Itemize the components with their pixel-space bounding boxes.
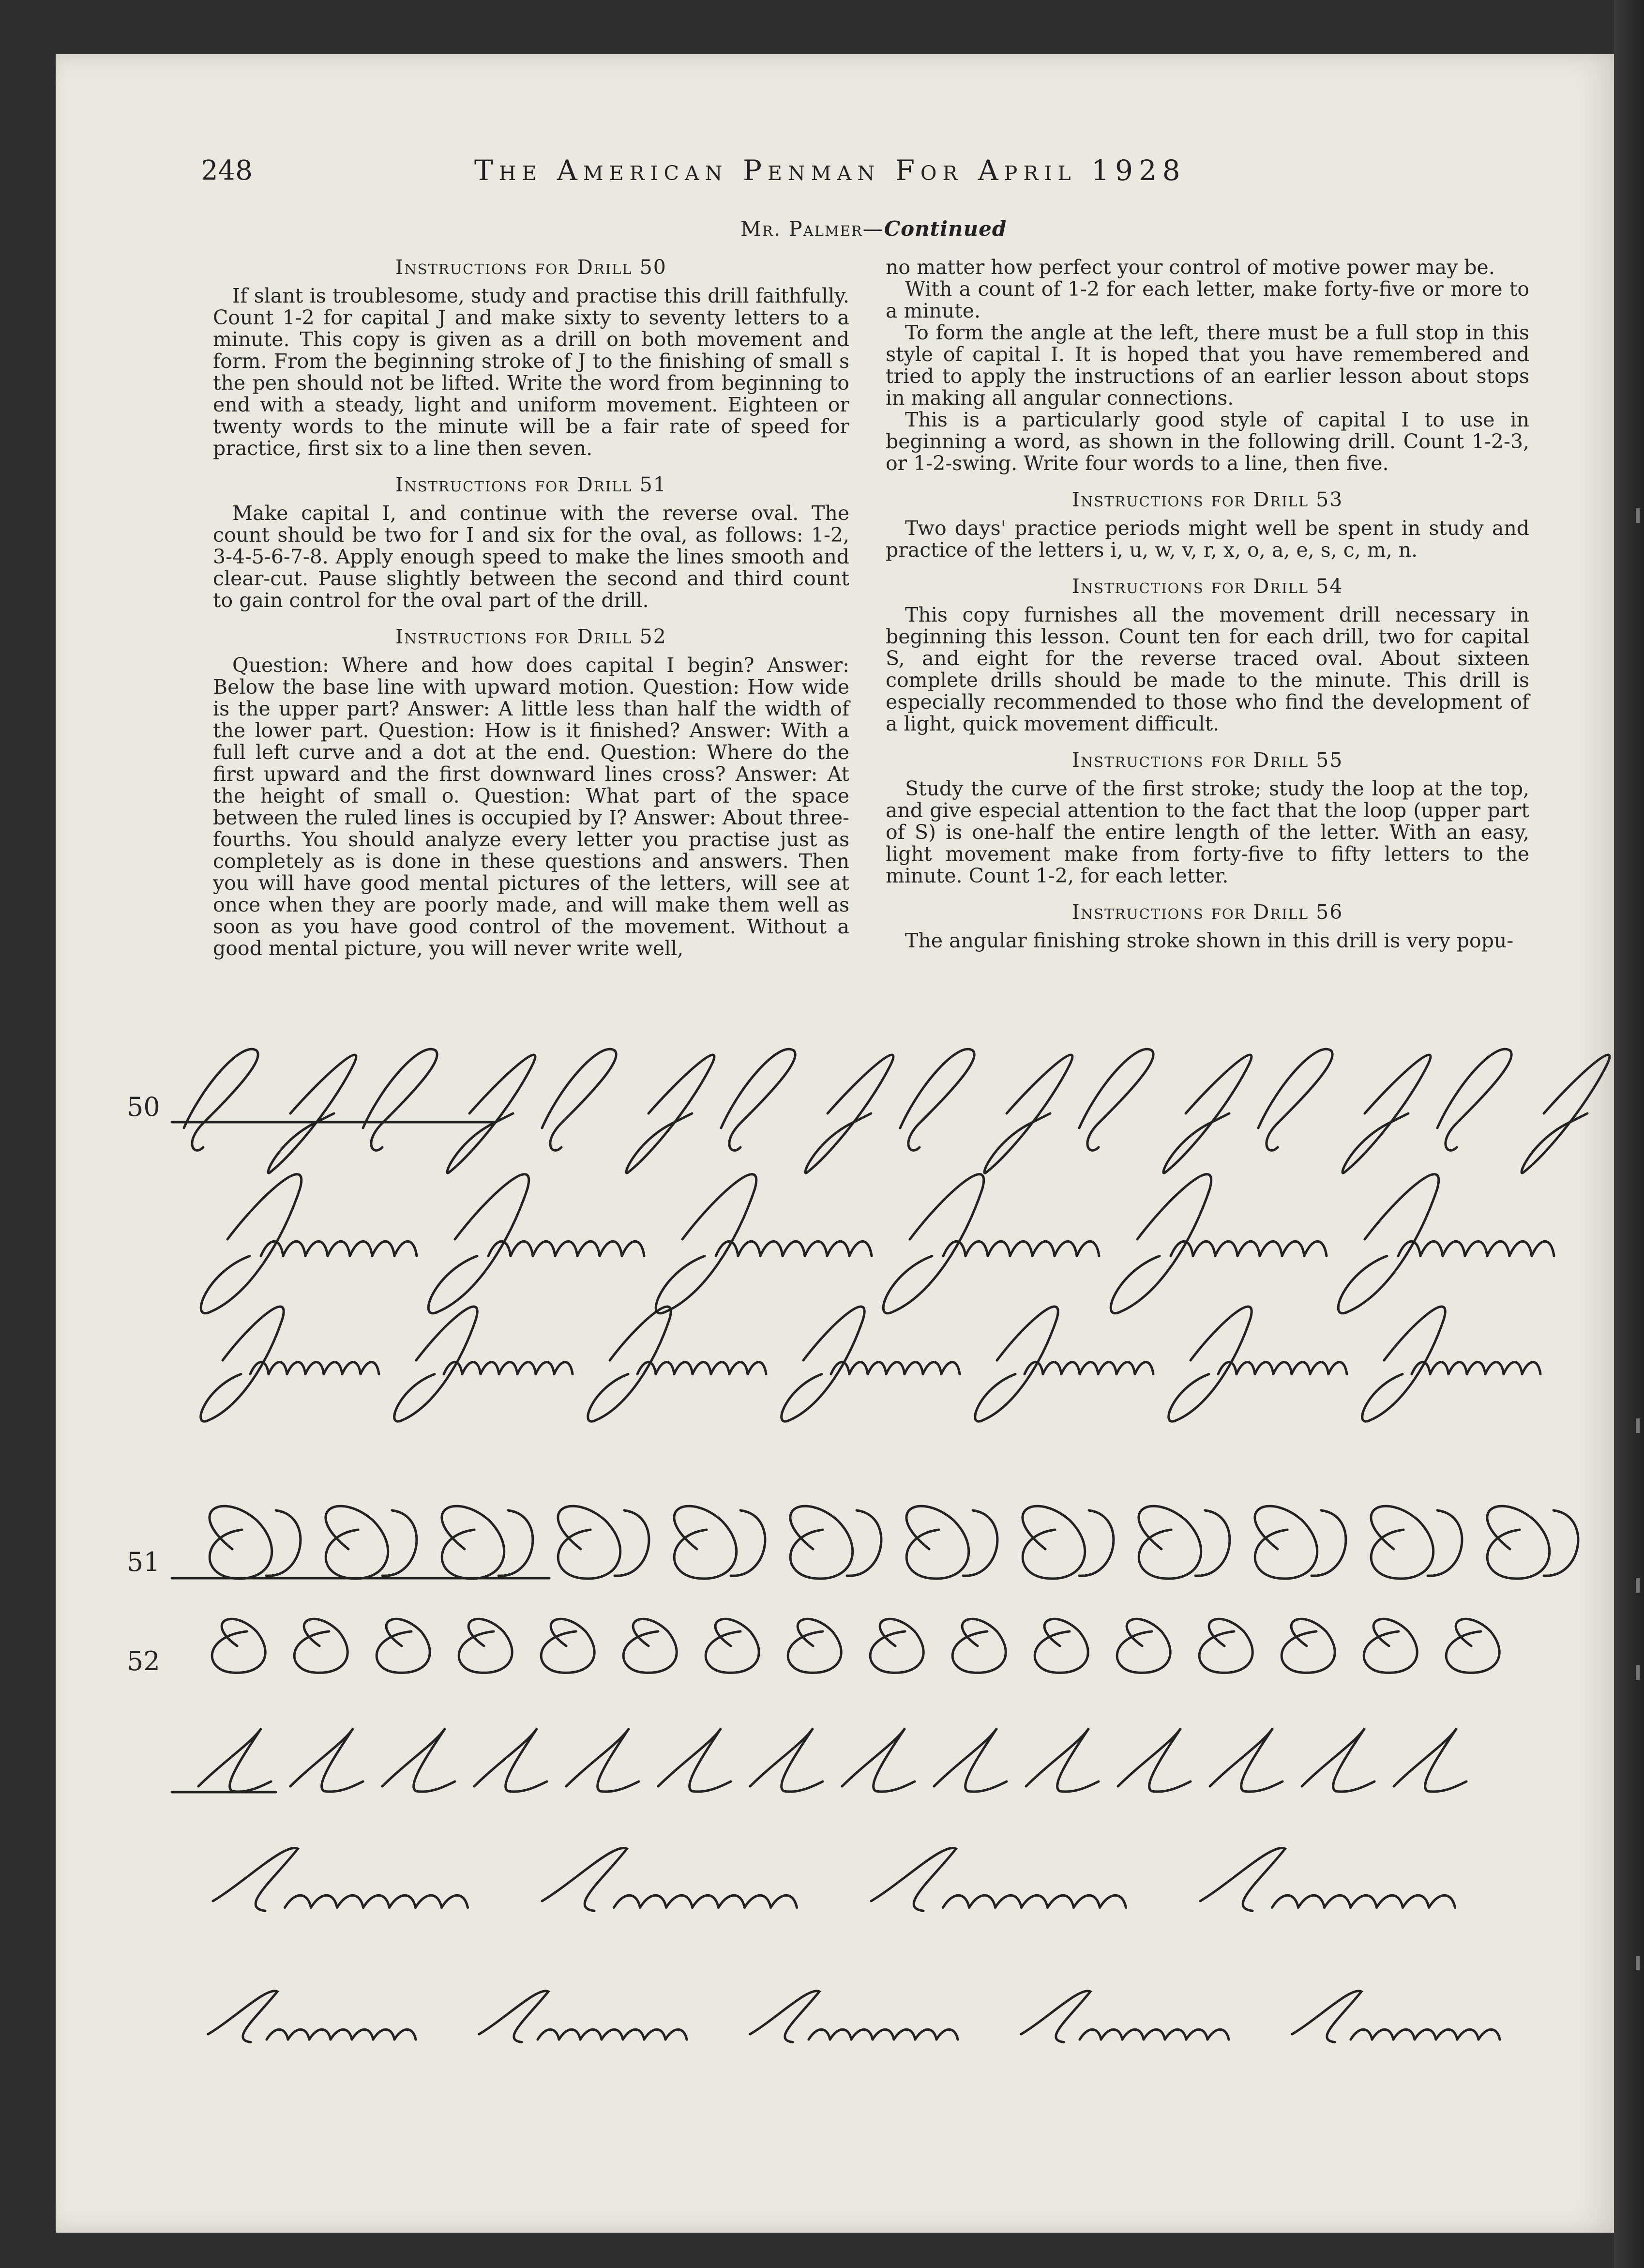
script-letter-stroke (965, 1241, 988, 1256)
script-letter-stroke (805, 1241, 827, 1256)
script-letter-stroke (905, 1362, 923, 1374)
script-letter-stroke (1255, 1362, 1273, 1374)
script-letter-stroke (287, 1362, 305, 1374)
script-letter-stroke (1325, 1895, 1351, 1907)
script-letter-stroke (324, 1362, 342, 1374)
script-reverse-oval-stroke (870, 1619, 923, 1673)
script-letter-stroke (331, 2029, 352, 2040)
drill-56-heading: Instructions for Drill 56 (1071, 900, 1343, 924)
script-letter-stroke (481, 1362, 499, 1374)
script-capital-i-stroke (566, 1728, 639, 1792)
script-capital-j-stroke (428, 1174, 529, 1313)
script-letter-stroke (644, 2029, 665, 2040)
script-letter-stroke (1448, 1362, 1467, 1374)
script-letter-stroke (555, 1241, 577, 1256)
script-letter-stroke (1077, 1241, 1099, 1256)
script-capital-j-stroke (656, 1174, 756, 1313)
script-letter-stroke (1048, 1895, 1074, 1907)
script-letter-stroke (288, 2029, 309, 2040)
script-letter-stroke (337, 1895, 363, 1907)
script-capital-i-stroke (1210, 1728, 1282, 1792)
script-letter-stroke (1101, 2029, 1122, 2040)
script-letter-stroke (711, 1362, 729, 1374)
script-letter-stroke (1100, 1895, 1126, 1907)
script-letter-stroke (1207, 2029, 1229, 2040)
drill-51-heading: Instructions for Drill 51 (395, 473, 667, 496)
script-reverse-oval-stroke (212, 1619, 265, 1673)
script-letter-stroke (868, 1362, 886, 1374)
script-letter-stroke (936, 2029, 958, 2040)
script-letter-stroke (1430, 1362, 1448, 1374)
script-letter-stroke (559, 2029, 580, 2040)
script-letter-stroke (511, 1241, 533, 1256)
script-letter-stroke (311, 1895, 337, 1907)
script-letter-stroke (372, 1241, 394, 1256)
script-letter-stroke (1351, 1895, 1377, 1907)
script-letter-stroke (830, 2029, 851, 2040)
script-letter-stroke (1122, 2029, 1144, 2040)
script-letter-stroke (656, 1362, 674, 1374)
script-letter-stroke (1351, 2029, 1372, 2040)
script-capital-i-stroke (1026, 1728, 1099, 1792)
drill-55-text: Study the curve of the first stroke; study the loop at the top, and give especial attention to the fact that the loop (upper part of S) is one-half the entire length of the letter. With an easy, light movement make from forty-five to fifty letters to the minute. Count 1-2, for each letter. (886, 777, 1529, 887)
script-oval-stroke (900, 1049, 974, 1150)
script-letter-stroke (1292, 1362, 1310, 1374)
script-reverse-oval-stroke (1139, 1506, 1201, 1579)
script-letter-stroke (622, 1241, 644, 1256)
script-letter-stroke (1237, 1362, 1255, 1374)
script-letter-stroke (849, 1362, 868, 1374)
script-oval-stroke (721, 1049, 795, 1150)
script-letter-stroke (361, 1362, 379, 1374)
script-letter-stroke (305, 1241, 328, 1256)
drill-56-text: The angular finishing stroke shown in this drill is very popu- (905, 929, 1514, 952)
script-letter-stroke (373, 2029, 394, 2040)
script-letter-stroke (623, 2029, 644, 2040)
drill-53-text: Two days' practice periods might well be spent in study and practice of the letters i, u, w, v, r, x, o, a, e, s, c, m, n. (886, 517, 1529, 562)
script-letter-stroke (1080, 2029, 1101, 2040)
script-letter-stroke (1043, 1362, 1061, 1374)
script-letter-stroke (1022, 1895, 1048, 1907)
script-reverse-oval-stroke (1117, 1619, 1170, 1673)
script-letter-stroke (894, 2029, 915, 2040)
script-reverse-oval-stroke (790, 1506, 853, 1579)
script-letter-stroke (943, 1895, 969, 1907)
script-letter-stroke (719, 1895, 745, 1907)
script-capital-i-stroke (750, 1728, 823, 1792)
ionian-script-row (208, 1991, 1500, 2042)
script-letter-stroke (305, 1362, 324, 1374)
script-capital-i-stroke (750, 1991, 819, 2042)
script-letter-stroke (738, 1241, 760, 1256)
script-letter-stroke (600, 1241, 622, 1256)
script-capital-j-stroke (1163, 1055, 1252, 1173)
script-letter-stroke (352, 2029, 373, 2040)
script-capital-i-stroke (1021, 1991, 1090, 2042)
script-capital-i-stroke (198, 1728, 271, 1792)
paragraph: This is a particularly good style of capital I to use in beginning a word, as shown in the following drill. Count 1-2-3, or 1-2-swing. Write four words to a line, then five. (886, 408, 1529, 475)
script-reverse-oval-stroke (674, 1506, 737, 1579)
script-letter-stroke (1420, 1241, 1443, 1256)
drill-50-heading: Instructions for Drill 50 (395, 256, 667, 279)
script-letter-stroke (1055, 1241, 1077, 1256)
script-letter-stroke (1193, 1241, 1215, 1256)
script-reverse-oval-stroke (952, 1619, 1006, 1673)
script-capital-i-stroke (479, 1991, 548, 2042)
script-oval-stroke (1258, 1049, 1332, 1150)
script-letter-stroke (499, 1362, 517, 1374)
script-reverse-oval-stroke (326, 1506, 388, 1579)
script-letter-stroke (1282, 1241, 1304, 1256)
script-letter-stroke (748, 1362, 766, 1374)
script-letter-stroke (394, 2029, 416, 2040)
script-reverse-oval-stroke (788, 1619, 841, 1673)
script-oval-stroke (1437, 1049, 1511, 1150)
drill-51-script-row (210, 1506, 1578, 1579)
script-letter-stroke (827, 1241, 849, 1256)
script-letter-stroke (771, 1895, 797, 1907)
drill-52-heading: Instructions for Drill 52 (395, 625, 667, 648)
script-reverse-oval-stroke (210, 1506, 272, 1579)
script-letter-stroke (674, 1362, 693, 1374)
script-letter-stroke (285, 1895, 311, 1907)
script-letter-stroke (1443, 1241, 1465, 1256)
script-letter-stroke (517, 1362, 536, 1374)
script-reverse-oval-stroke (906, 1506, 969, 1579)
james-script-row (201, 1174, 1554, 1313)
script-letter-stroke (995, 1895, 1022, 1907)
script-letter-stroke (1098, 1362, 1116, 1374)
script-capital-i-stroke (213, 1848, 298, 1911)
script-letter-stroke (1074, 1895, 1100, 1907)
script-letter-stroke (554, 1362, 573, 1374)
script-letter-stroke (1532, 1241, 1554, 1256)
script-capital-j-stroke (1362, 1307, 1445, 1421)
script-capital-i-stroke (290, 1728, 363, 1792)
script-capital-j-stroke (268, 1055, 356, 1173)
script-letter-stroke (1186, 2029, 1207, 2040)
script-letter-stroke (941, 1362, 960, 1374)
script-letter-stroke (363, 1895, 390, 1907)
script-capital-i-stroke (1118, 1728, 1191, 1792)
script-reverse-oval-stroke (1023, 1506, 1085, 1579)
drill-54-heading: Instructions for Drill 54 (1071, 575, 1343, 598)
script-letter-stroke (665, 2029, 687, 2040)
script-letter-stroke (1080, 1362, 1098, 1374)
script-letter-stroke (1478, 2029, 1500, 2040)
script-letter-stroke (342, 1362, 361, 1374)
drill-54-text: This copy furnishes all the movement drill necessary in beginning this lesson. Count ten for each drill, two for capital S, and eight for the reverse traced oval. About sixteen complete drills should be made to the minute. This drill is especially recommended to those who find the development of a light, quick movement difficult. (886, 603, 1529, 735)
script-letter-stroke (1032, 1241, 1055, 1256)
script-capital-i-stroke (934, 1728, 1007, 1792)
drill-52-script-row (212, 1619, 1499, 1673)
script-letter-stroke (328, 1241, 350, 1256)
script-reverse-oval-stroke (1487, 1506, 1550, 1579)
script-letter-stroke (1328, 1362, 1347, 1374)
script-reverse-oval-stroke (1255, 1506, 1317, 1579)
script-capital-i-stroke (542, 1848, 627, 1911)
script-oval-stroke (542, 1049, 616, 1150)
continued-text: no matter how perfect your control of motive power may be. (886, 256, 1495, 279)
script-capital-i-stroke (1302, 1728, 1374, 1792)
script-letter-stroke (1304, 1241, 1327, 1256)
script-capital-j-stroke (1338, 1174, 1439, 1313)
script-letter-stroke (442, 1895, 468, 1907)
script-reverse-oval-stroke (1282, 1619, 1335, 1673)
script-letter-stroke (1165, 2029, 1186, 2040)
paragraph: With a count of 1-2 for each letter, make forty-five or more to a minute. (886, 277, 1529, 322)
script-reverse-oval-stroke (1371, 1506, 1433, 1579)
script-reverse-oval-stroke (1364, 1619, 1417, 1673)
script-letter-stroke (1272, 1895, 1298, 1907)
drill-label-52: 52 (127, 1646, 160, 1676)
script-letter-stroke (1010, 1241, 1032, 1256)
script-letter-stroke (693, 1362, 711, 1374)
script-capital-j-stroke (447, 1055, 535, 1173)
script-letter-stroke (745, 1895, 771, 1907)
script-capital-i-stroke (658, 1728, 731, 1792)
script-letter-stroke (1215, 1241, 1237, 1256)
script-letter-stroke (1260, 1241, 1282, 1256)
script-letter-stroke (1465, 1241, 1487, 1256)
drill-51-text: Make capital I, and continue with the reverse oval. The count should be two for I and six for the oval, as follows: 1-2, 3-4-5-6-7-8. Apply enough speed to make the lines smooth and clear-cut. Pause slightly between the second and third count to gain control for the oval part of the drill. (213, 502, 849, 612)
script-letter-stroke (580, 2029, 602, 2040)
script-reverse-oval-stroke (558, 1506, 620, 1579)
drill-53-heading: Instructions for Drill 53 (1071, 488, 1343, 511)
script-letter-stroke (394, 1241, 417, 1256)
script-letter-stroke (283, 1241, 305, 1256)
script-letter-stroke (1116, 1362, 1135, 1374)
script-letter-stroke (309, 2029, 331, 2040)
paragraph: To form the angle at the left, there must be a full stop in this style of capital I. It is hoped that you have remembered and tried to apply the instructions of an earlier lesson about stops in making all angular connections. (886, 321, 1529, 410)
drill-50-script-row (184, 1049, 1610, 1173)
script-reverse-oval-stroke (442, 1506, 504, 1579)
script-capital-j-stroke (984, 1055, 1072, 1173)
script-letter-stroke (533, 1241, 555, 1256)
script-capital-j-stroke (782, 1307, 864, 1421)
script-reverse-oval-stroke (459, 1619, 512, 1673)
script-letter-stroke (1485, 1362, 1504, 1374)
script-letter-stroke (809, 2029, 830, 2040)
ionian-script-row (213, 1848, 1455, 1911)
script-capital-j-stroke (883, 1174, 984, 1313)
script-letter-stroke (538, 2029, 559, 2040)
script-letter-stroke (1372, 2029, 1393, 2040)
script-capital-i-stroke (1200, 1848, 1285, 1911)
section-name: Mr. Palmer— (740, 217, 884, 241)
script-letter-stroke (267, 2029, 288, 2040)
script-letter-stroke (693, 1895, 719, 1907)
capital-i-script-row (198, 1728, 1466, 1792)
script-letter-stroke (1237, 1241, 1260, 1256)
script-letter-stroke (416, 1895, 442, 1907)
script-letter-stroke (602, 2029, 623, 2040)
script-capital-i-stroke (474, 1728, 547, 1792)
script-letter-stroke (577, 1241, 600, 1256)
page-number: 248 (201, 155, 253, 186)
script-capital-i-stroke (871, 1848, 956, 1911)
script-capital-j-stroke (1111, 1174, 1211, 1313)
script-letter-stroke (988, 1241, 1010, 1256)
script-letter-stroke (462, 1362, 481, 1374)
script-oval-stroke (1079, 1049, 1153, 1150)
james-script-row (201, 1307, 1540, 1421)
script-letter-stroke (1509, 1241, 1532, 1256)
script-letter-stroke (729, 1362, 748, 1374)
script-capital-j-stroke (201, 1307, 284, 1421)
script-reverse-oval-stroke (1446, 1619, 1499, 1673)
script-letter-stroke (269, 1362, 287, 1374)
script-letter-stroke (1144, 2029, 1165, 2040)
script-letter-stroke (886, 1362, 905, 1374)
script-letter-stroke (873, 2029, 894, 2040)
script-letter-stroke (1415, 2029, 1436, 2040)
script-letter-stroke (923, 1362, 941, 1374)
script-letter-stroke (1467, 1362, 1485, 1374)
script-letter-stroke (1298, 1895, 1325, 1907)
script-reverse-oval-stroke (623, 1619, 677, 1673)
script-reverse-oval-stroke (541, 1619, 594, 1673)
script-capital-j-stroke (394, 1307, 477, 1421)
script-reverse-oval-stroke (1199, 1619, 1252, 1673)
section-suffix: Continued (884, 217, 1007, 241)
script-capital-j-stroke (588, 1307, 671, 1421)
script-letter-stroke (350, 1241, 372, 1256)
script-reverse-oval-stroke (706, 1619, 759, 1673)
script-letter-stroke (614, 1895, 640, 1907)
script-letter-stroke (849, 1241, 872, 1256)
script-letter-stroke (1403, 1895, 1429, 1907)
script-letter-stroke (1504, 1362, 1522, 1374)
script-capital-j-stroke (975, 1307, 1058, 1421)
script-capital-j-stroke (1522, 1055, 1610, 1173)
script-letter-stroke (1061, 1362, 1080, 1374)
script-capital-j-stroke (201, 1174, 302, 1313)
script-letter-stroke (1377, 1895, 1403, 1907)
script-letter-stroke (1135, 1362, 1153, 1374)
script-reverse-oval-stroke (377, 1619, 430, 1673)
drill-label-51: 51 (127, 1547, 160, 1577)
script-capital-j-stroke (626, 1055, 714, 1173)
script-capital-j-stroke (1169, 1307, 1252, 1421)
drill-50-text: If slant is troublesome, study and practise this drill faithfully. Count 1-2 for capital J and make sixty to seventy letters to a minute. This copy is given as a drill on both movement and form. From the beginning stroke of J to the finishing of small s the pen should not be lifted. Write the word from beginning to end with a steady, light and uniform movement. Eighteen or twenty words to the minute will be a fair rate of speed for practice, first six to a line then seven. (213, 284, 849, 460)
drill-55-heading: Instructions for Drill 55 (1071, 748, 1343, 772)
script-letter-stroke (1429, 1895, 1455, 1907)
script-letter-stroke (536, 1362, 554, 1374)
script-letter-stroke (851, 2029, 873, 2040)
script-letter-stroke (1522, 1362, 1540, 1374)
script-capital-i-stroke (208, 1991, 277, 2042)
script-letter-stroke (1457, 2029, 1478, 2040)
script-letter-stroke (1393, 2029, 1415, 2040)
script-letter-stroke (915, 2029, 936, 2040)
script-letter-stroke (969, 1895, 995, 1907)
drill-label-50: 50 (127, 1092, 160, 1122)
script-letter-stroke (1487, 1241, 1509, 1256)
script-letter-stroke (760, 1241, 783, 1256)
script-oval-stroke (363, 1049, 437, 1150)
script-letter-stroke (1310, 1362, 1328, 1374)
script-letter-stroke (1436, 2029, 1457, 2040)
script-oval-stroke (184, 1049, 258, 1150)
script-capital-i-stroke (842, 1728, 915, 1792)
script-reverse-oval-stroke (294, 1619, 347, 1673)
script-letter-stroke (666, 1895, 693, 1907)
running-head: The American Penman For April 1928 (474, 154, 1186, 187)
script-capital-j-stroke (805, 1055, 893, 1173)
script-letter-stroke (1273, 1362, 1292, 1374)
script-letter-stroke (390, 1895, 416, 1907)
script-capital-i-stroke (1292, 1991, 1361, 2042)
script-capital-j-stroke (1342, 1055, 1431, 1173)
script-letter-stroke (640, 1895, 666, 1907)
script-capital-i-stroke (382, 1728, 455, 1792)
script-letter-stroke (783, 1241, 805, 1256)
script-reverse-oval-stroke (1035, 1619, 1088, 1673)
script-capital-i-stroke (1394, 1728, 1466, 1792)
drill-52-text: Question: Where and how does capital I begin? Answer: Below the base line with upward motion. Question: How wide is the upper part? Answer: A little less than half the width of the lower part. Question: How is it finished? Answer: With a full left curve and a dot at the end. Question: Where do the first upward and the first downward lines cross? Answer: At the height of small o. Question: What part of the space between the ruled lines is occupied by I? Answer: About three-fourths. You should analyze every letter you practise just as completely as is done in these questions and answers. Then you will have good mental pictures of the letters, will see at once when they are poorly made, and will make them well as soon as you have good control of the movement. Without a good mental picture, you will never write well, (213, 654, 849, 960)
